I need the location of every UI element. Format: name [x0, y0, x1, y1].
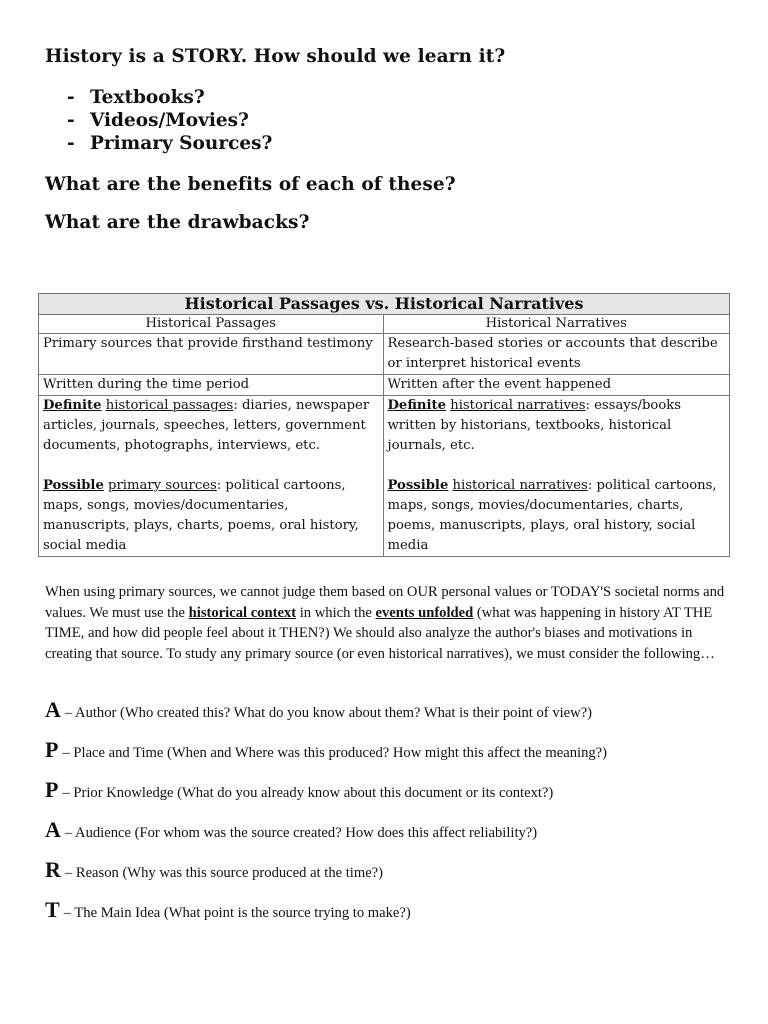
apparts-item-place-time — [45, 737, 607, 763]
bullet-text: Primary Sources? — [90, 133, 273, 154]
historical-context-term: historical context — [188, 604, 297, 621]
apparts-item-audience — [45, 817, 537, 843]
possible-text: : political cartoons, maps, songs, movies/documentaries, charts, poems, manuscripts, plays, oral history, social media — [387, 478, 717, 553]
possible-label: Possible — [387, 478, 449, 493]
apparts-text: – Place and Time (When and Where was this produced? How might this affect the meaning?) — [62, 745, 608, 761]
table-row — [39, 396, 730, 557]
column-header-passages: Historical Passages — [39, 315, 384, 334]
possible-sources-paragraph — [43, 476, 379, 556]
apparts-letter: P — [45, 777, 59, 802]
apparts-letter: R — [45, 857, 61, 882]
possible-text: : political cartoons, maps, songs, movies/documentaries, manuscripts, plays, charts, poems, oral history, social media — [43, 478, 359, 553]
intro-text: (what was happening in history AT THE TIME, and how did people feel about it THEN?) We should also analyze the author's biases and motivations in creating that source. To study any primary source (or even historical narratives), we must consider the following… — [45, 604, 715, 662]
definite-term: historical passages — [105, 398, 234, 413]
definite-label: Definite — [387, 398, 446, 413]
apparts-text: – The Main Idea (What point is the source trying to make?) — [63, 905, 411, 921]
intro-text: When using primary sources, we cannot judge them based on OUR personal values or TODAY'S societal norms and values. We must use the — [45, 584, 725, 621]
bullet-item: - Videos/Movies? — [67, 110, 249, 131]
apparts-letter: P — [45, 737, 59, 762]
table-cell: Written during the time period — [39, 375, 384, 396]
apparts-item-author — [45, 697, 592, 723]
apparts-letter: A — [45, 697, 61, 722]
table-title: Historical Passages vs. Historical Narratives — [39, 294, 730, 315]
definite-text: : essays/books written by historians, textbooks, historical journals, etc. — [387, 398, 682, 453]
table-cell — [383, 396, 730, 557]
table-row — [39, 334, 730, 375]
possible-term: primary sources — [108, 478, 217, 493]
definite-passages-paragraph — [43, 396, 379, 456]
apparts-letter: T — [45, 897, 60, 922]
question-heading-3: What are the drawbacks? — [45, 212, 310, 233]
question-heading-2: What are the benefits of each of these? — [45, 174, 456, 195]
table-cell: Primary sources that provide firsthand testimony — [39, 334, 384, 375]
column-header-narratives: Historical Narratives — [383, 315, 730, 334]
possible-narratives-paragraph — [388, 476, 726, 556]
possible-term: historical narratives — [452, 478, 588, 493]
events-unfolded-term: events unfolded — [375, 604, 474, 621]
table-row — [39, 375, 730, 396]
apparts-item-prior-knowledge — [45, 777, 553, 803]
intro-text: in which the — [296, 604, 376, 621]
apparts-item-reason — [45, 857, 383, 883]
bullet-item: - Textbooks? — [67, 87, 205, 108]
table-cell: Written after the event happened — [383, 375, 730, 396]
question-heading-1: History is a STORY. How should we learn it? — [45, 46, 506, 67]
comparison-table — [38, 293, 730, 557]
definite-label: Definite — [43, 398, 102, 413]
apparts-text: – Reason (Why was this source produced at the time?) — [64, 865, 384, 881]
table-cell: Research-based stories or accounts that describe or interpret historical events — [383, 334, 730, 375]
apparts-text: – Prior Knowledge (What do you already know about this document or its context?) — [62, 785, 554, 801]
definite-text: : diaries, newspaper articles, journals, speeches, letters, government documents, photographs, interviews, etc. — [43, 398, 370, 453]
definite-term: historical narratives — [450, 398, 586, 413]
table-cell — [39, 396, 384, 557]
definite-narratives-paragraph — [388, 396, 726, 456]
apparts-letter: A — [45, 817, 61, 842]
possible-label: Possible — [43, 478, 104, 493]
apparts-item-main-idea — [45, 897, 411, 923]
bullet-text: Videos/Movies? — [90, 110, 249, 131]
bullet-text: Textbooks? — [90, 87, 205, 108]
apparts-text: – Author (Who created this? What do you know about them? What is their point of view?) — [64, 705, 593, 721]
bullet-item: - Primary Sources? — [67, 133, 273, 154]
apparts-text: – Audience (For whom was the source created? How does this affect reliability?) — [64, 825, 538, 841]
intro-paragraph — [45, 582, 735, 664]
